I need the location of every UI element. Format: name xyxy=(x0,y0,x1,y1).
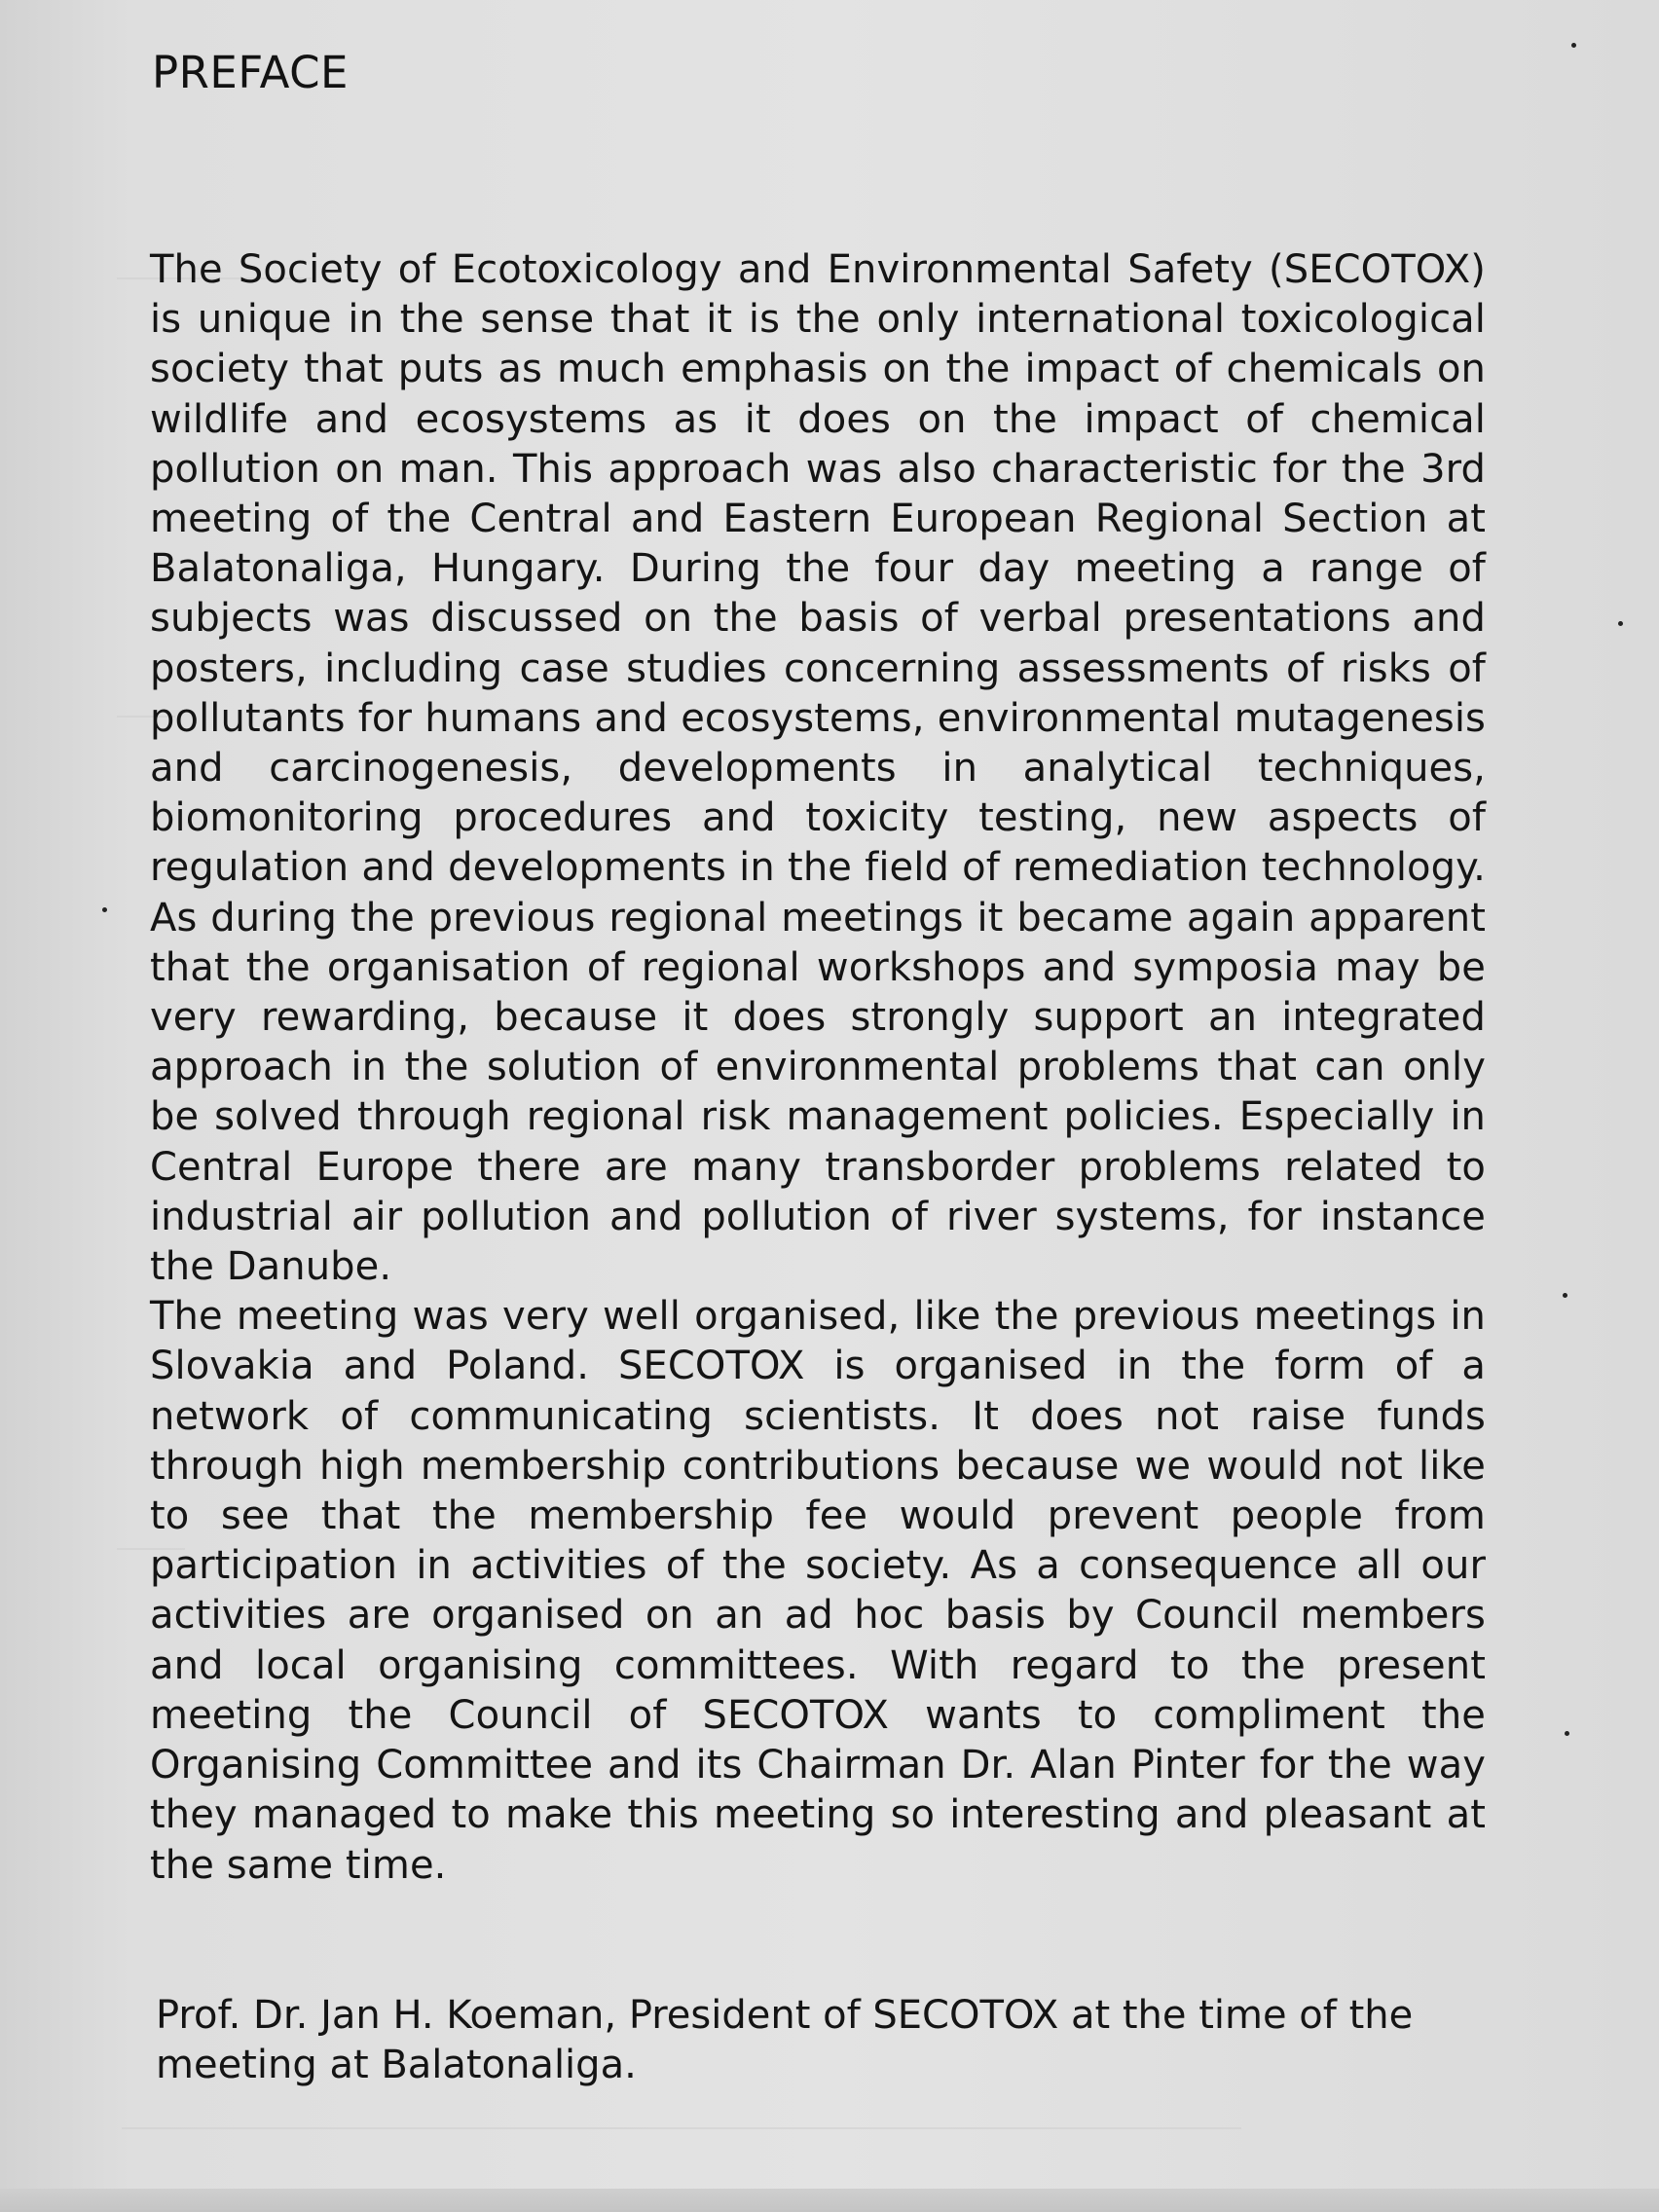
print-speck xyxy=(1563,1293,1567,1298)
signature: Prof. Dr. Jan H. Koeman, President of SECOTOX at the time of the meeting at Balatonaliga. xyxy=(156,1993,1414,2087)
print-speck xyxy=(1571,43,1576,48)
print-speck xyxy=(1565,1731,1569,1736)
preface-paragraph-1: The Society of Ecotoxicology and Environmental Safety (SECOTOX) is unique in the sense that it is the only international toxicological society that puts as much emphasis on the impact of chemicals on wildlife and ecosystems as it does on the impact of chemical pollution on man. This approach was also characteristic for the 3rd meeting of the Central and Eastern European Regional Section at Balatonaliga, Hungary. During the four day meeting a range of subjects was discussed on the basis of verbal presentations and posters, including case studies concerning assessments of risks of pollutants for humans and ecosystems, environmental mutagenesis and carcinogenesis, developments in analytical techniques, biomonitoring procedures and toxicity testing, new aspects of regulation and developments in the field of remediation technology. As during the previous regional meetings it became again apparent that the organisation of regional workshops and symposia may be very rewarding, because it does strongly support an integrated approach in the solution of environmental problems that can only be solved through regional risk management policies. Especially in Central Europe there are many transborder problems related to industrial air pollution and pollution of river systems, for instance the Danube. xyxy=(150,247,1486,1290)
bleed-through-line xyxy=(122,2098,1241,2129)
print-speck xyxy=(102,907,107,912)
print-speck xyxy=(1618,621,1623,626)
preface-paragraph-2: The meeting was very well organised, like the previous meetings in Slovakia and Poland. SECOTOX is organised in the form of a network of communicating scientists. It does not raise funds through high membership contributions because we would not like to see that the membership fee would prevent people from participation in activities of the society. As a consequence all our activities are organised on an ad hoc basis by Council members and local organising committees. With regard to the present meeting the Council of SECOTOX wants to compliment the Organising Committee and its Chairman Dr. Alan Pinter for the way they managed to make this meeting so interesting and pleasant at the same time. xyxy=(150,1294,1486,1888)
page-title: PREFACE xyxy=(152,47,349,98)
page-bottom-edge xyxy=(0,2189,1659,2212)
preface-body xyxy=(150,245,1486,1891)
